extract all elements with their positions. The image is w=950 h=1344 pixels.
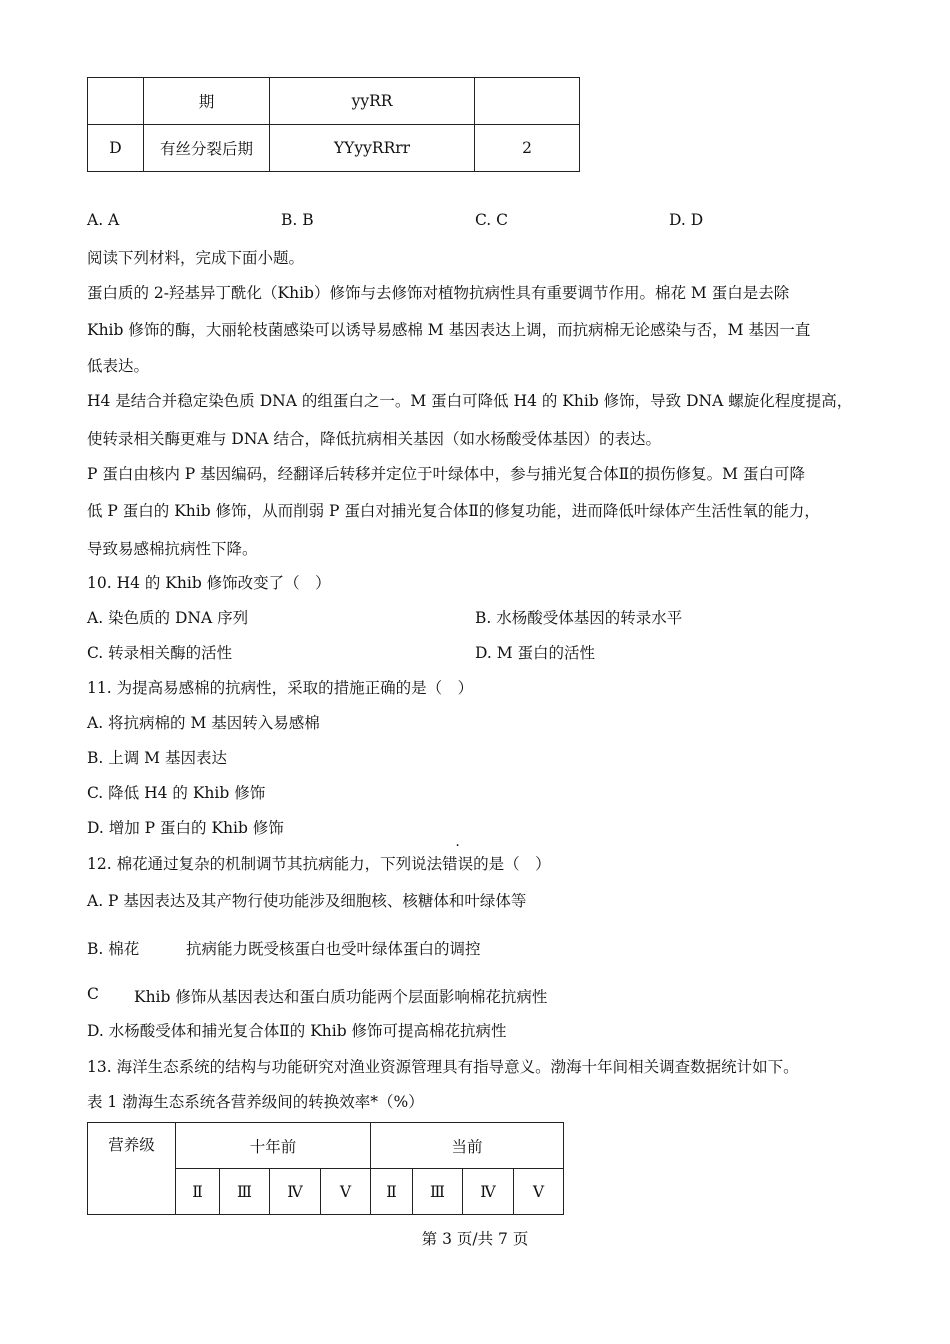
q12-option-b-label: B. 棉花 [87,940,140,958]
table-cell: 2 [475,125,580,172]
material-line: 使转录相关酶更难与 DNA 结合，降低抗病相关基因（如水杨酸受体基因）的表达。 [87,430,662,448]
transfer-efficiency-table [87,1122,564,1215]
q11-option-b: B. 上调 M 基因表达 [87,749,227,767]
table-header-corner: 营养级 [88,1123,176,1215]
q10-option-b: B. 水杨酸受体基因的转录水平 [475,609,683,627]
table-cell: yyRR [270,78,475,125]
table-cell [475,78,580,125]
material-line: Khib 修饰的酶，大丽轮枝菌感染可以诱导易感棉 M 基因表达上调，而抗病棉无论感染与否，M 基因一直 [87,321,811,339]
q12-option-b-text: 抗病能力既受核蛋白也受叶绿体蛋白的调控 [186,940,481,958]
table-cell [88,78,144,125]
q10-option-c: C. 转录相关酶的活性 [87,644,233,662]
q11-stem: 11. 为提高易感棉的抗病性，采取的措施正确的是（ ） [87,679,474,697]
q11-option-d: D. 增加 P 蛋白的 Khib 修饰 [87,819,284,837]
table-header-now: 当前 [371,1123,564,1169]
q10-stem: 10. H4 的 Khib 修饰改变了（ ） [87,574,331,592]
material-line: 低 P 蛋白的 Khib 修饰，从而削弱 P 蛋白对捕光复合体Ⅱ的修复功能，进而降低叶绿体产生活性氧的能力， [87,502,820,520]
table-header-level: Ⅲ [220,1169,270,1215]
q12-option-d: D. 水杨酸受体和捕光复合体Ⅱ的 Khib 修饰可提高棉花抗病性 [87,1022,507,1040]
q12-stem-tail: 的是（ ） [473,855,551,873]
q11-option-c: C. 降低 H4 的 Khib 修饰 [87,784,266,802]
material-line: 导致易感棉抗病性下降。 [87,540,258,558]
q10-option-d: D. M 蛋白的活性 [475,644,596,662]
table-header-level: Ⅲ [413,1169,463,1215]
material-line: H4 是结合并稳定染色质 DNA 的组蛋白之一。M 蛋白可降低 H4 的 Khib 修饰，导致 DNA 螺旋化程度提高， [87,392,853,410]
table-cell: YYyyRRrr [270,125,475,172]
q9-option-b: B. B [281,211,314,229]
reading-intro: 阅读下列材料，完成下面小题。 [87,249,305,267]
q11-option-a: A. 将抗病棉的 M 基因转入易感棉 [87,714,320,732]
q12-stem [87,852,551,874]
material-line: 蛋白质的 2-羟基异丁酰化（Khib）修饰与去修饰对植物抗病性具有重要调节作用。棉花 M 蛋白是去除 [87,284,790,302]
table-cell: 期 [144,78,270,125]
q10-option-a: A. 染色质的 DNA 序列 [87,609,249,627]
table-cell: D [88,125,144,172]
page-number: 第 3 页/共 7 页 [421,1230,529,1248]
table-header-before: 十年前 [176,1123,371,1169]
table-header-level: Ⅳ [463,1169,514,1215]
material-line: P 蛋白由核内 P 基因编码，经翻译后转移并定位于叶绿体中，参与捕光复合体Ⅱ的损伤修复。M 蛋白可降 [87,465,805,483]
table-header-level: Ⅱ [176,1169,220,1215]
q12-stem-text: 12. 棉花通过复杂的机制调节其抗病能力，下列说法 [87,855,443,873]
q13-stem: 13. 海洋生态系统的结构与功能研究对渔业资源管理具有指导意义。渤海十年间相关调查数据统计如下。 [87,1058,799,1076]
table-header-level: Ⅱ [371,1169,413,1215]
q12-option-a: A. P 基因表达及其产物行使功能涉及细胞核、核糖体和叶绿体等 [87,892,527,910]
q12-option-c-label: C [87,985,99,1003]
q9-option-d: D. D [669,211,704,229]
table-header-level: Ⅴ [514,1169,564,1215]
q9-option-c: C. C [475,211,509,229]
q9-option-a: A. A [87,211,120,229]
table-header-level: Ⅴ [321,1169,371,1215]
table-caption: 表 1 渤海生态系统各营养级间的转换效率*（%） [87,1093,424,1111]
q12-option-c-text: Khib 修饰从基因表达和蛋白质功能两个层面影响棉花抗病性 [134,988,548,1006]
genotype-table [87,77,580,172]
table-cell: 有丝分裂后期 [144,125,270,172]
q12-emphasis: 错误 [442,855,474,873]
material-line: 低表达。 [87,357,150,375]
table-header-level: Ⅳ [270,1169,321,1215]
